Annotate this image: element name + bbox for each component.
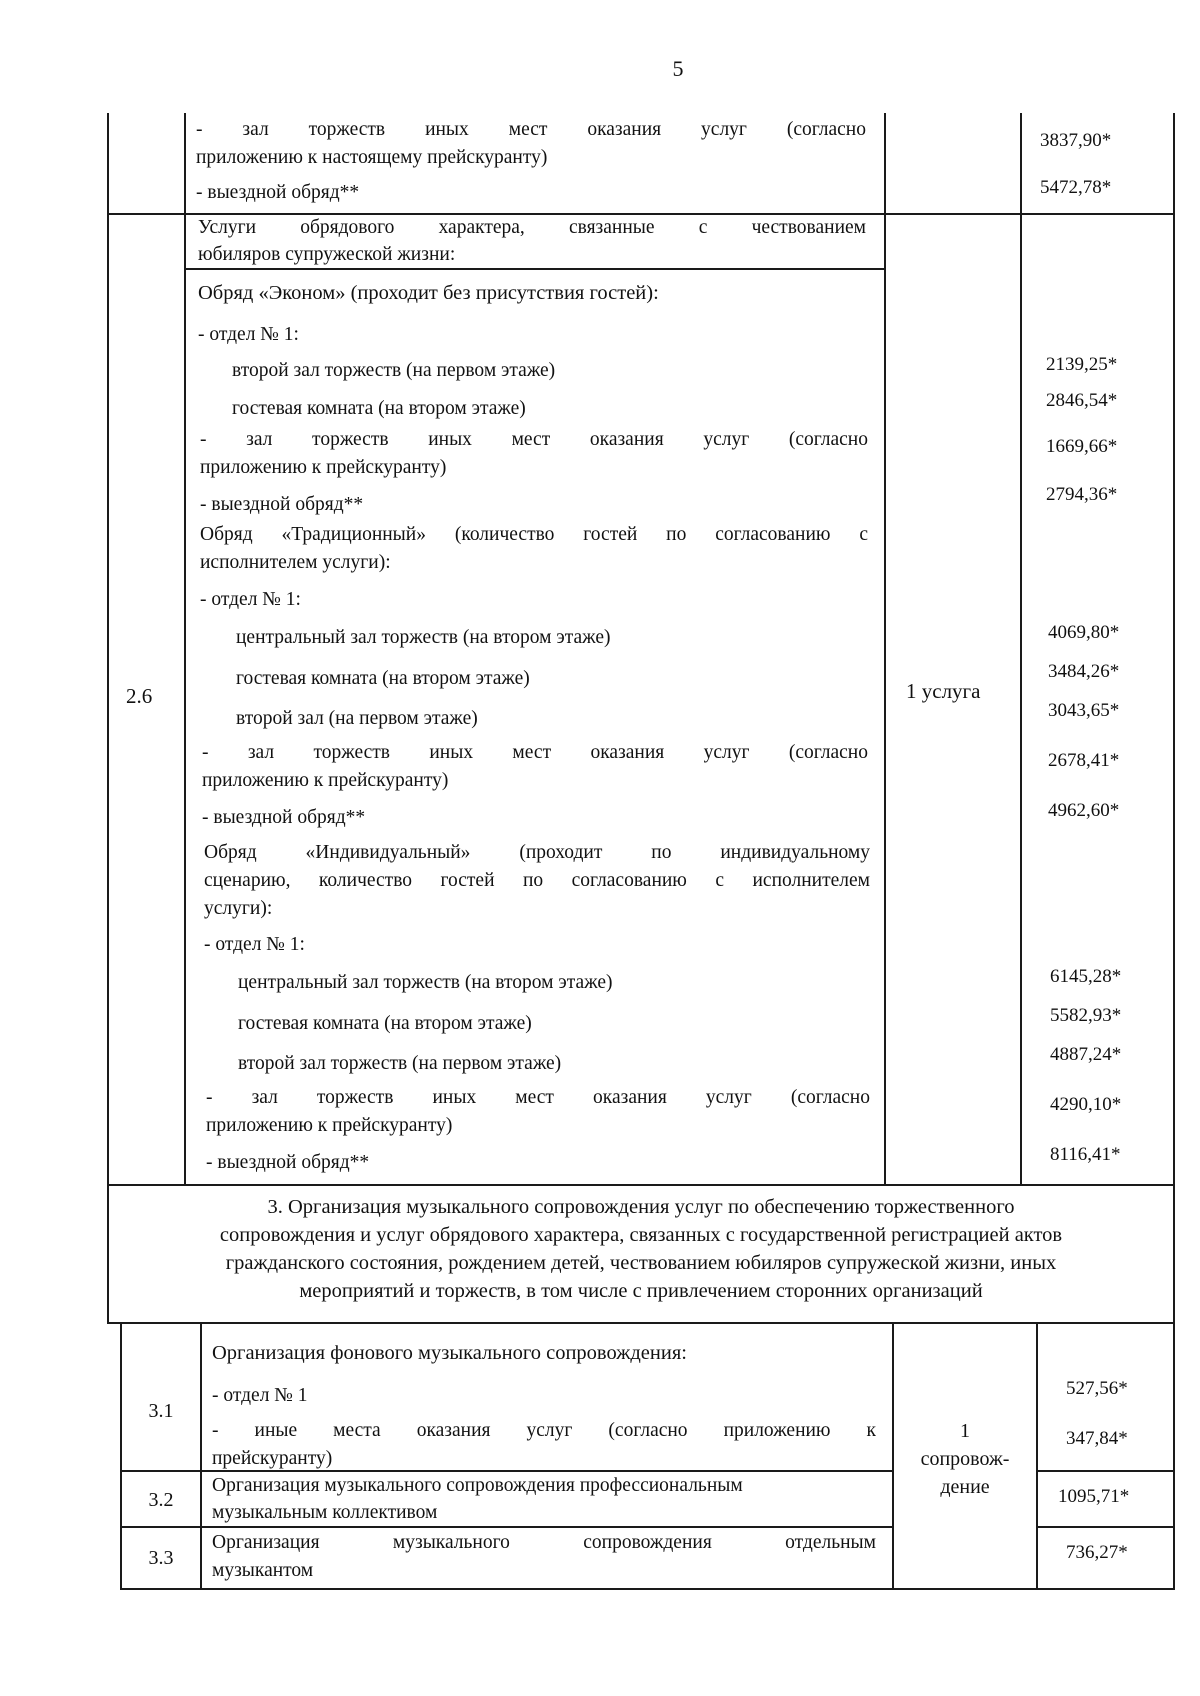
econom-hall-other-line1: - зал торжеств иных мест оказания услуг (согласно	[200, 429, 868, 450]
individual-price: 4290,10*	[1050, 1094, 1122, 1115]
individual-title-line3: услуги):	[204, 898, 273, 919]
row-3-3-line2: музыкантом	[212, 1560, 314, 1581]
row-number-2-6: 2.6	[126, 684, 153, 708]
traditional-price: 3043,65*	[1048, 700, 1120, 721]
individual-guest-room: гостевая комната (на втором этаже)	[238, 1013, 532, 1034]
econom-price: 2794,36*	[1046, 484, 1118, 505]
individual-dept: - отдел № 1:	[204, 934, 305, 955]
unit-service: 1 услуга	[906, 679, 981, 703]
individual-exit-rite: - выездной обряд**	[206, 1152, 370, 1173]
econom-dept: - отдел № 1:	[198, 324, 299, 345]
row-3-3-line1: Организация музыкального сопровождения отдельным	[212, 1532, 876, 1553]
row-3-1-dept: - отдел № 1	[212, 1385, 308, 1406]
page-number: 5	[672, 56, 684, 81]
row-3-1-other-line1: - иные места оказания услуг (согласно приложению к	[212, 1420, 876, 1441]
traditional-title-line1: Обряд «Традиционный» (количество гостей по согласованию с	[200, 524, 868, 545]
row-3-1-other-line2: прейскуранту)	[212, 1448, 333, 1469]
traditional-price: 4962,60*	[1048, 800, 1120, 821]
row-3-2-line1: Организация музыкального сопровождения профессиональным	[212, 1475, 743, 1496]
traditional-hall-other-line1: - зал торжеств иных мест оказания услуг (согласно	[202, 742, 868, 763]
individual-title-line1: Обряд «Индивидуальный» (проходит по индивидуальному	[204, 842, 870, 863]
econom-second-hall: второй зал торжеств (на первом этаже)	[232, 360, 556, 381]
econom-guest-room: гостевая комната (на втором этаже)	[232, 398, 526, 419]
econom-title: Обряд «Эконом» (проходит без присутствия гостей):	[198, 282, 659, 304]
section-3-line1: 3. Организация музыкального сопровождения услуг по обеспечению торжественного	[267, 1196, 1015, 1218]
individual-title-line2: сценарию, количество гостей по согласованию с исполнителем	[204, 870, 870, 891]
traditional-dept: - отдел № 1:	[200, 589, 301, 610]
individual-price: 4887,24*	[1050, 1044, 1122, 1065]
price-hall-other: 3837,90*	[1040, 130, 1112, 151]
econom-exit-rite: - выездной обряд**	[200, 494, 364, 515]
individual-price: 8116,41*	[1050, 1144, 1121, 1165]
hall-other-line1: - зал торжеств иных мест оказания услуг (согласно	[196, 119, 866, 140]
row-number-3-2: 3.2	[148, 1489, 174, 1511]
section-3-line3: гражданского состояния, рождением детей, чествованием юбиляров супружеской жизни, иных	[225, 1252, 1057, 1274]
individual-price: 6145,28*	[1050, 966, 1122, 987]
row-number-3-1: 3.1	[148, 1400, 174, 1422]
price-exit-rite: 5472,78*	[1040, 177, 1112, 198]
traditional-price: 3484,26*	[1048, 661, 1120, 682]
econom-hall-other-line2: приложению к прейскуранту)	[200, 457, 447, 478]
individual-second-hall: второй зал торжеств (на первом этаже)	[238, 1053, 562, 1074]
row-3-2-line2: музыкальным коллективом	[212, 1502, 438, 1523]
traditional-central-hall: центральный зал торжеств (на втором этаже)	[236, 627, 611, 648]
row-3-1-title: Организация фонового музыкального сопровождения:	[212, 1342, 687, 1364]
traditional-second-hall: второй зал (на первом этаже)	[236, 708, 478, 729]
econom-price: 2846,54*	[1046, 390, 1118, 411]
individual-hall-other-line1: - зал торжеств иных мест оказания услуг (согласно	[206, 1087, 870, 1108]
section-3-line2: сопровождения и услуг обрядового характера, связанных с государственной регистрацией актов	[219, 1224, 1063, 1246]
individual-price: 5582,93*	[1050, 1005, 1122, 1026]
heading-2-6-line1: Услуги обрядового характера, связанные с чествованием	[198, 217, 866, 238]
row-3-2-price: 1095,71*	[1058, 1486, 1130, 1507]
econom-price: 1669,66*	[1046, 436, 1118, 457]
econom-price: 2139,25*	[1046, 354, 1118, 375]
traditional-title-line2: исполнителем услуги):	[200, 552, 391, 573]
exit-rite: - выездной обряд**	[196, 182, 360, 203]
unit-music-line3: дение	[940, 1476, 990, 1498]
row-number-3-3: 3.3	[148, 1547, 174, 1569]
traditional-price: 2678,41*	[1048, 750, 1120, 771]
traditional-hall-other-line2: приложению к прейскуранту)	[202, 770, 449, 791]
traditional-guest-room: гостевая комната (на втором этаже)	[236, 668, 530, 689]
individual-hall-other-line2: приложению к прейскуранту)	[206, 1115, 453, 1136]
row-3-1-price: 347,84*	[1066, 1428, 1128, 1449]
heading-2-6-line2: юбиляров супружеской жизни:	[198, 244, 456, 265]
row-3-3-price: 736,27*	[1066, 1542, 1128, 1563]
traditional-price: 4069,80*	[1048, 622, 1120, 643]
section-3-line4: мероприятий и торжеств, в том числе с привлечением сторонних организаций	[299, 1280, 983, 1302]
unit-music-line1: 1	[960, 1420, 970, 1442]
individual-central-hall: центральный зал торжеств (на втором этаже)	[238, 972, 613, 993]
row-3-1-price: 527,56*	[1066, 1378, 1128, 1399]
traditional-exit-rite: - выездной обряд**	[202, 807, 366, 828]
hall-other-line2: приложению к настоящему прейскуранту)	[196, 147, 548, 168]
unit-music-line2: сопровож-	[920, 1448, 1010, 1470]
